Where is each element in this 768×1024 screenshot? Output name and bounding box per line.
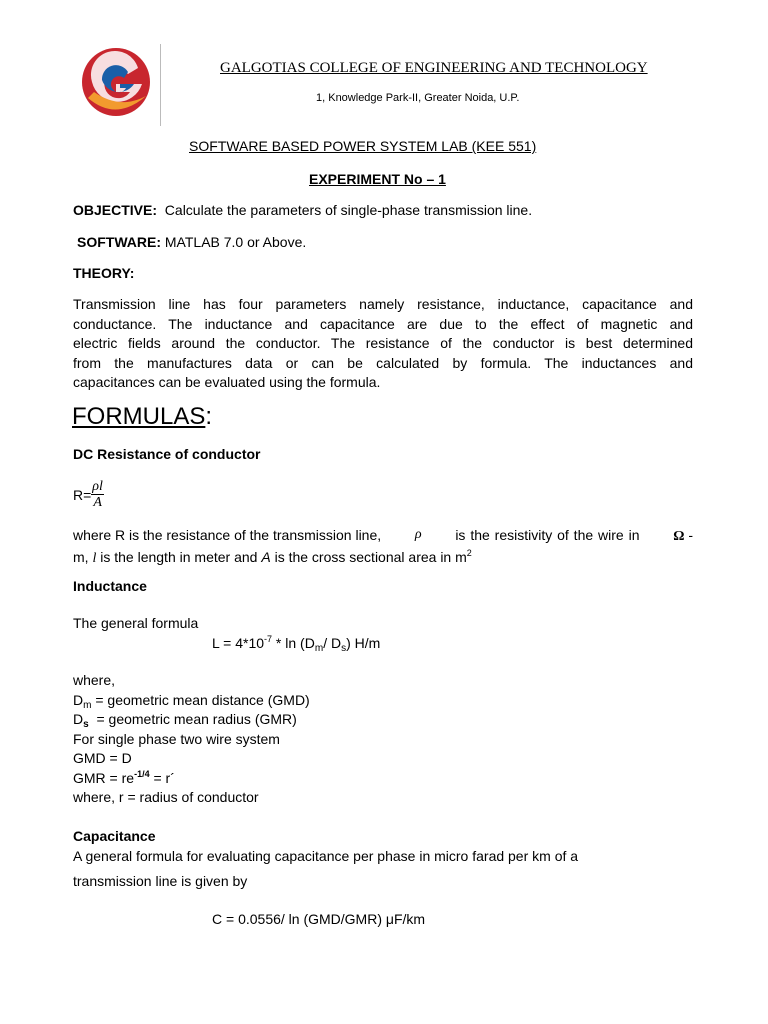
objective-text: Calculate the parameters of single-phase transmission line. — [164, 202, 533, 218]
omega-unit — [673, 525, 693, 547]
resistance-desc-line2 — [73, 547, 693, 569]
college-logo — [80, 44, 158, 124]
college-name: GALGOTIAS COLLEGE OF ENGINEERING AND TECHNOLOGY — [220, 60, 648, 76]
formulas-heading-colon: : — [205, 403, 213, 430]
area-exponent: 2 — [466, 548, 472, 558]
ds-symbol: D — [73, 711, 84, 727]
resistance-desc-b: is the resistivity of the wire in — [455, 527, 640, 543]
formulas-heading — [72, 402, 212, 432]
gmr-b: = r´ — [149, 769, 175, 786]
ind-formula-exp: -7 — [264, 634, 273, 644]
resistance-numerator: ρl — [92, 479, 103, 494]
ds-text: = geometric mean radius (GMR) — [88, 711, 297, 727]
resistance-denominator: A — [93, 495, 102, 510]
gmd-line: GMD = D — [73, 750, 132, 766]
capacitance-formula: C = 0.0556/ ln (GMD/GMR) μF/km — [212, 911, 426, 927]
theory-line: electric fields around the conductor. The resistance of the conductor is best determined — [73, 335, 693, 351]
theory-paragraph — [73, 295, 693, 393]
dm-symbol: D — [73, 691, 84, 708]
resistance-desc-m: m, — [73, 549, 89, 565]
resistance-desc-line1 — [73, 525, 693, 547]
dm-text: = geometric mean distance (GMD) — [91, 691, 310, 708]
dm-sub: m — [83, 699, 92, 711]
resistance-desc-a: where R is the resistance of the transmission line, — [73, 527, 382, 543]
gmr-a: GMR = re — [73, 769, 135, 786]
radius-line: where, r = radius of conductor — [73, 789, 259, 805]
inductance-formula — [212, 634, 380, 652]
rho-symbol: ρ — [414, 527, 422, 542]
objective-label: OBJECTIVE: — [73, 202, 158, 218]
theory-label: THEORY: — [73, 265, 135, 281]
dc-resistance-heading: DC Resistance of conductor — [73, 446, 261, 462]
capacitance-line1: A general formula for evaluating capacitance per phase in micro farad per km of a — [73, 848, 579, 864]
dm-definition — [73, 691, 310, 711]
ds-definition — [73, 710, 310, 730]
software — [77, 233, 306, 251]
ind-formula-sub1: m — [314, 643, 324, 654]
capacitance-heading: Capacitance — [73, 828, 156, 844]
resistance-fraction — [91, 480, 104, 510]
college-address: 1, Knowledge Park-II, Greater Noida, U.P. — [316, 92, 520, 104]
resistance-desc-length: is the length in meter and — [100, 549, 258, 565]
inductance-definitions — [73, 671, 310, 808]
resistance-desc-area: is the cross sectional area in m — [274, 549, 467, 565]
resistance-lhs: R= — [73, 487, 92, 503]
theory-line: Transmission line has four parameters namely resistance, inductance, capacitance and — [73, 296, 693, 312]
ind-formula-b: * ln (D — [272, 635, 315, 651]
a-symbol: A — [261, 549, 271, 565]
where-label: where, — [73, 672, 116, 688]
capacitance-line2: transmission line is given by — [73, 873, 248, 889]
lab-title: SOFTWARE BASED POWER SYSTEM LAB (KEE 551) — [189, 138, 537, 154]
ds-sub: s — [83, 719, 89, 730]
ind-formula-a: L = 4*10 — [212, 635, 265, 651]
single-phase-line: For single phase two wire system — [73, 730, 280, 747]
gmr-exp: -1/4 — [134, 768, 150, 779]
inductance-general: The general formula — [73, 615, 199, 631]
l-symbol: l — [92, 551, 97, 566]
header-divider — [160, 44, 161, 126]
experiment-title: EXPERIMENT No – 1 — [309, 171, 446, 187]
ind-formula-sub2: s — [341, 643, 347, 654]
theory-line: conductance. The inductance and capacitance are due to the effect of magnetic and — [73, 315, 693, 332]
resistance-description — [73, 525, 693, 569]
inductance-heading: Inductance — [73, 578, 147, 594]
software-text: MATLAB 7.0 or Above. — [164, 234, 307, 250]
theory-line: capacitances can be evaluated using the formula. — [73, 374, 381, 390]
resistance-formula — [73, 477, 104, 513]
ind-formula-d: ) H/m — [346, 635, 381, 651]
gmr-line — [73, 769, 310, 789]
software-label: SOFTWARE: — [77, 234, 161, 250]
ind-formula-c: / D — [323, 635, 342, 651]
theory-line: from the manufactures data or can be calculated by formula. The inductances and — [73, 354, 693, 371]
omega-dash: - — [688, 527, 693, 543]
objective — [73, 201, 532, 219]
formulas-heading-text: FORMULAS — [72, 403, 206, 430]
omega-symbol: Ω — [673, 529, 685, 544]
